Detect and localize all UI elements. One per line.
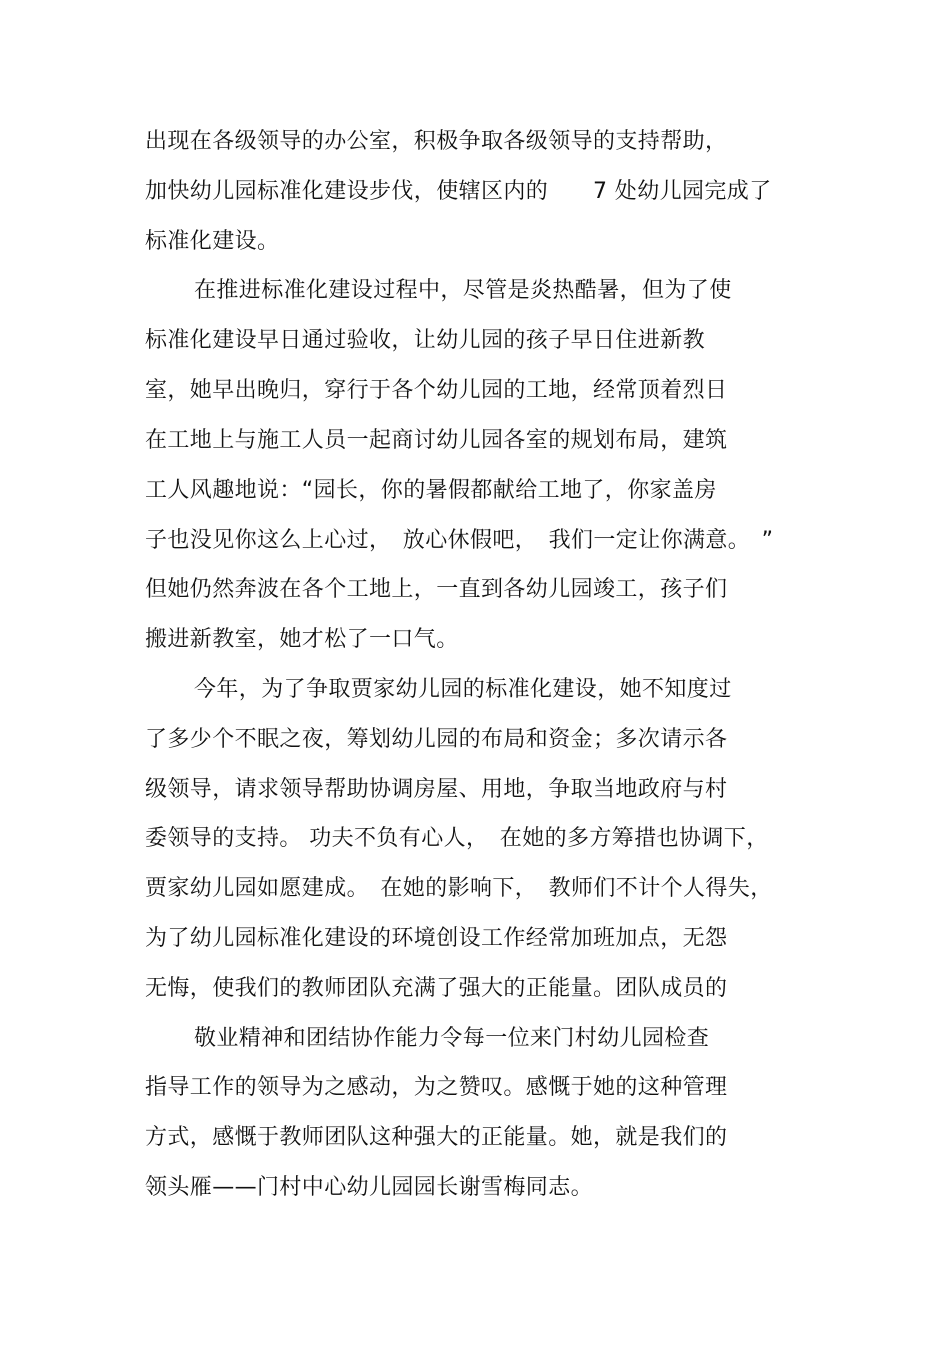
text-line-1: 出现在各级领导的办公室，积极争取各级领导的支持帮助，: [145, 129, 728, 154]
text-line-13: 了多少个不眠之夜，筹划幼儿园的布局和资金；多次请示各: [145, 727, 728, 752]
paragraph-start-line-4: 在推进标准化建设过程中，尽管是炎热酷暑，但为了使: [194, 278, 732, 303]
text-line-20: 指导工作的领导为之感动，为之赞叹。感慨于她的这种管理: [145, 1075, 728, 1100]
text-line-3: 标准化建设。: [145, 229, 280, 254]
text-line-7: 在工地上与施工人员一起商讨幼儿园各室的规划布局，建筑: [145, 428, 728, 453]
text-line-9: 子也没见你这么上心过， 放心休假吧， 我们一定让你满意。 ”: [145, 528, 774, 553]
paragraph-start-line-12: 今年，为了争取贾家幼儿园的标准化建设，她不知度过: [194, 677, 732, 702]
text-line-11: 搬进新教室，她才松了一口气。: [145, 627, 459, 652]
text-line-22: 领头雁——门村中心幼儿园园长谢雪梅同志。: [145, 1175, 594, 1200]
text-line-15: 委领导的支持。 功夫不负有心人， 在她的多方筹措也协调下，: [145, 826, 769, 851]
text-line-21: 方式，感慨于教师团队这种强大的正能量。她，就是我们的: [145, 1125, 728, 1150]
text-line-6: 室，她早出晚归，穿行于各个幼儿园的工地，经常顶着烈日: [145, 378, 728, 403]
text-line-18: 无悔，使我们的教师团队充满了强大的正能量。团队成员的: [145, 976, 728, 1001]
paragraph-start-line-19: 敬业精神和团结协作能力令每一位来门村幼儿园检查: [194, 1026, 710, 1051]
text-line-14: 级领导，请求领导帮助协调房屋、用地，争取当地政府与村: [145, 777, 728, 802]
text-line-5: 标准化建设早日通过验收，让幼儿园的孩子早日住进新教: [145, 328, 706, 353]
text-line-2: 加快幼儿园标准化建设步伐，使辖区内的 7 处幼儿园完成了: [145, 179, 772, 204]
text-line-16: 贾家幼儿园如愿建成。 在她的影响下， 教师们不计个人得失，: [145, 876, 773, 901]
text-line-10: 但她仍然奔波在各个工地上，一直到各幼儿园竣工，孩子们: [145, 577, 728, 602]
text-line-17: 为了幼儿园标准化建设的环境创设工作经常加班加点，无怨: [145, 926, 728, 951]
text-line-8: 工人风趣地说：“园长，你的暑假都献给工地了，你家盖房: [145, 478, 717, 503]
